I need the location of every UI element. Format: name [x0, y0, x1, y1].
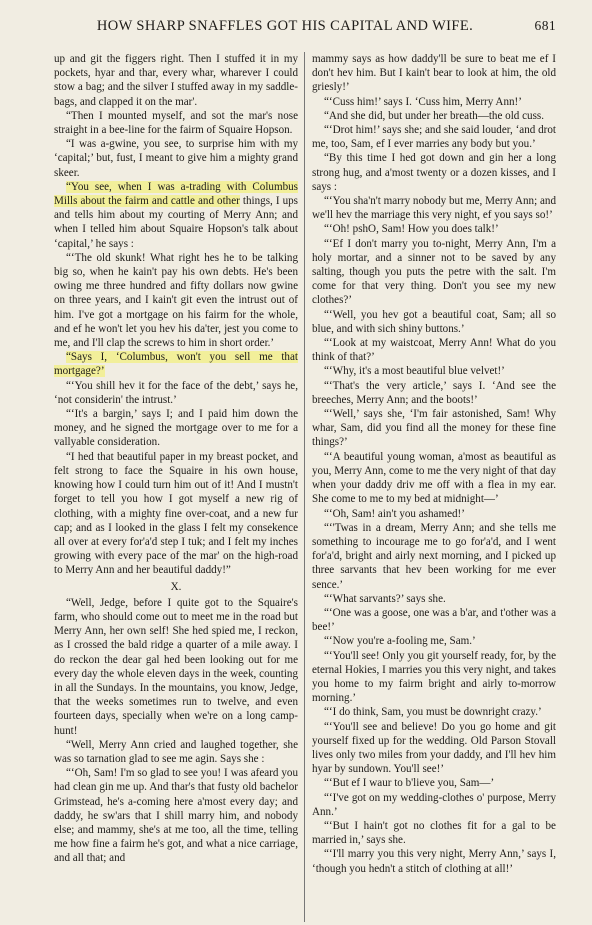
paragraph-text: “‘You sha'n't marry nobody but me, Merry Ann; and we'll hev the marriage this very night, ef you says so!’: [312, 195, 556, 222]
paragraph: [54, 137, 298, 180]
paragraph-text: mammy says as how daddy'll be sure to beat me ef I don't hev him. But I kain't bear to look at him, the old griesly!’: [312, 53, 556, 94]
paragraph: [312, 705, 556, 719]
paragraph-text: “‘Oh! pshO, Sam! How you does talk!’: [324, 223, 499, 236]
paragraph-text: “‘The old skunk! What right hes he to be talking big so, when he kain't pay his own debts. He's been owing me three hundred and fifty dollars now gwine on three years, and I kain't git even the intrust out of him. I've got a mortgage on his fairm for the whole, and ef he won't let you hev his da'ter, jest you come to me, and I'll clap the screws to him in short order.’: [54, 251, 298, 350]
paragraph-text: “By this time I hed got down and gin her a long strong hug, and a'most twenty or a dozen kisses, and I says :: [312, 152, 556, 193]
paragraph: [312, 649, 556, 706]
text-columns: [54, 52, 556, 922]
paragraph: [54, 596, 298, 738]
paragraph-text: “‘But I hain't got no clothes fit for a gal to be married in,’ says she.: [312, 819, 556, 847]
paragraph-text: X.: [170, 580, 182, 593]
paragraph: [54, 52, 298, 109]
paragraph-text: up and git the figgers right. Then I stuffed it in my pockets, hyar and thar, every whar, wharever I could stow a bag; and the silver I stuffed away in my saddle-bags, and clapped it on the mar'.: [54, 53, 298, 108]
paragraph: [54, 251, 298, 350]
paragraph: [54, 738, 298, 766]
paragraph-text: “‘You'll see! Only you git yourself ready, for, by the eternal Hokies, I marries you this very night, and takes you home to my fairm bright and airly to-morrow morning.’: [312, 649, 556, 705]
paragraph-text: “‘Look at my waistcoat, Merry Ann! What do you think of that?’: [312, 337, 556, 364]
right-column: [312, 52, 556, 922]
paragraph: [54, 350, 298, 378]
paragraph-text: “‘Now you're a-fooling me, Sam.’: [324, 635, 476, 648]
paragraph: [312, 95, 556, 109]
paragraph-text: “And she did, but under her breath—the old cuss.: [324, 109, 544, 122]
paragraph: [312, 52, 556, 95]
paragraph-text: “You see, when I was a-trading with Columbus Mills about the fairm and cattle and other things, I ups and tells him about my courting of Merry Ann; and when I telled him about Squaire Hopson's talk about ‘capital,’ he says :: [54, 180, 298, 250]
paragraph: [312, 606, 556, 634]
paragraph-text: “‘Ef I don't marry you to-night, Merry Ann, I'm a holy mortar, and a sinner not to be saved by any salting, though you puts the petre with the salt. I'm come for that very thing. Don't you see my new clothes?’: [312, 237, 556, 307]
paragraph: [312, 364, 556, 378]
paragraph: [312, 507, 556, 521]
paragraph-text: “‘I'll marry you this very night, Merry Ann,’ says I, ‘though you hedn't a stitch of clothing at all!’: [312, 848, 556, 875]
section-heading: [54, 580, 298, 594]
paragraph-text: “‘It's a bargin,’ says I; and I paid him down the money, and he signed the mortgage over to me for a vallyable consideration.: [54, 408, 298, 449]
paragraph: [312, 222, 556, 236]
paragraph: [54, 407, 298, 450]
paragraph: [54, 450, 298, 578]
paragraph-text: “Well, Jedge, before I quite got to the Squaire's farm, who should come out to meet me in the road but Merry Ann, her own self! She hed spied me, I reckon, as I crossed the bald ridge a quarter of a mile away. I do reckon the dear gal hed been looking out for me every day the whole eleven days in the week, counting in all the Sundays. In the mountains, you know, Jedge, that the weeks sometimes run to twelve, and even fourteen days, specially when we're on a long camp-hunt!: [54, 596, 298, 737]
paragraph-text: “‘But ef I waur to b'lieve you, Sam—’: [324, 777, 495, 790]
paragraph-text: “‘What sarvants?’ says she.: [324, 592, 446, 605]
paragraph-text: “‘You'll see and believe! Do you go home and git yourself fixed up for the wedding. Old Parson Stovall lives only two miles from your daddy, and I'll hev him hyar by sundown. You'll see!’: [312, 720, 556, 776]
paragraph-text: “‘'Twas in a dream, Merry Ann; and she tells me something to incourage me to go for'a'd, and I went for'a'd, bright and airly next morning, and I picked up three sarvants that hev been working for me ever sence.’: [312, 521, 556, 591]
paragraph: [312, 521, 556, 592]
paragraph-text: “‘A beautiful young woman, a'most as beautiful as you, Merry Ann, come to me the very night of that day when your daddy driv me off with a flea in my ear. She come to me to my bed at midnight—’: [312, 450, 556, 506]
page-number: 681: [534, 18, 556, 33]
paragraph-text: “‘Drot him!’ says she; and she said louder, ‘and drot me, too, Sam, ef I ever marries any body but you.’: [312, 124, 556, 151]
running-title: HOW SHARP SNAFFLES GOT HIS CAPITAL AND WIFE.: [96, 18, 474, 34]
paragraph: [312, 109, 556, 123]
paragraph: [312, 379, 556, 407]
paragraph: [312, 123, 556, 151]
paragraph: [54, 109, 298, 137]
paragraph-text: “‘Oh, Sam! ain't you ashamed!’: [324, 507, 465, 520]
paragraph: [54, 379, 298, 407]
paragraph: [312, 819, 556, 847]
paragraph: [312, 407, 556, 450]
paragraph: [312, 720, 556, 777]
paragraph: [312, 592, 556, 606]
paragraph: [312, 237, 556, 308]
paragraph-text: “I hed that beautiful paper in my breast pocket, and felt strong to face the Squaire in his own house, knowing how I could turn him out of it! And I mustn't forget to tell you how I got myself a new rig of clothing, with a mighty fine over-coat, and a new fur cap; and as I looked in the glass I felt my consekence all over at every for'a'd step I tuk; and I felt my inches growing with every pace of the mar' on the high-road to Merry Ann and her beautiful daddy!”: [54, 450, 298, 577]
paragraph: [312, 791, 556, 819]
paragraph-text: “‘Cuss him!’ says I. ‘Cuss him, Merry Ann!’: [324, 95, 522, 108]
running-header: [54, 10, 556, 34]
paragraph-text: “Well, Merry Ann cried and laughed together, she was so tarnation glad to see me agin. Says she :: [54, 738, 298, 765]
paragraph-text: “‘I do think, Sam, you must be downright crazy.’: [324, 706, 542, 719]
paragraph: [312, 450, 556, 507]
column-rule: [304, 52, 305, 922]
paragraph-text: “‘Well,’ says she, ‘I'm fair astonished, Sam! Why whar, Sam, did you find all the money for these fine things?’: [312, 408, 556, 449]
paragraph: [312, 151, 556, 194]
highlighted-text: “You see, when I was a-trading with Columbus Mills about the fairm and cattle and other: [54, 180, 298, 208]
paragraph: [312, 776, 556, 790]
paragraph-text: “I was a-gwine, you see, to surprise him with my ‘capital;’ but, fust, I meant to give him a mighty grand skeer.: [54, 138, 298, 179]
paragraph: [312, 308, 556, 336]
paragraph: [54, 180, 298, 251]
paragraph-text: “‘You shill hev it for the face of the debt,’ says he, ‘not considerin' the intrust.’: [54, 379, 298, 406]
paragraph-text: “‘Why, it's a most beautiful blue velvet!’: [324, 365, 505, 378]
paragraph: [312, 194, 556, 222]
paragraph-text: “‘Well, you hev got a beautiful coat, Sam; all so blue, and with sich shiny buttons.’: [312, 308, 556, 335]
paragraph: [312, 847, 556, 875]
paragraph: [54, 766, 298, 865]
paragraph: [312, 336, 556, 364]
paragraph-text: “‘Oh, Sam! I'm so glad to see you! I was afeard you had clean gin me up. And thar's that fusty old bachelor Grimstead, he's a-coming here a'most every day; and daddy, he sw'ars that I shill marry him, and nobody else; and mammy, she's at me too, all the time, telling me how fine a fairm he's got, and what a nice carriage, and all that; and: [54, 767, 298, 865]
paragraph-text: “Then I mounted myself, and sot the mar's nose straight in a bee-line for the fairm of Squaire Hopson.: [54, 109, 298, 137]
paragraph-text: “‘I've got on my wedding-clothes o' purpose, Merry Ann.’: [312, 791, 556, 818]
paragraph: [312, 634, 556, 648]
paragraph-text: “‘That's the very article,’ says I. ‘And see the breeches, Merry Ann; and the boots!’: [312, 379, 556, 406]
left-column: [54, 52, 298, 922]
paragraph-text: “‘One was a goose, one was a b'ar, and t'other was a bee!’: [312, 606, 556, 634]
highlighted-text: “Says I, ‘Columbus, won't you sell me that mortgage?’: [54, 351, 298, 378]
